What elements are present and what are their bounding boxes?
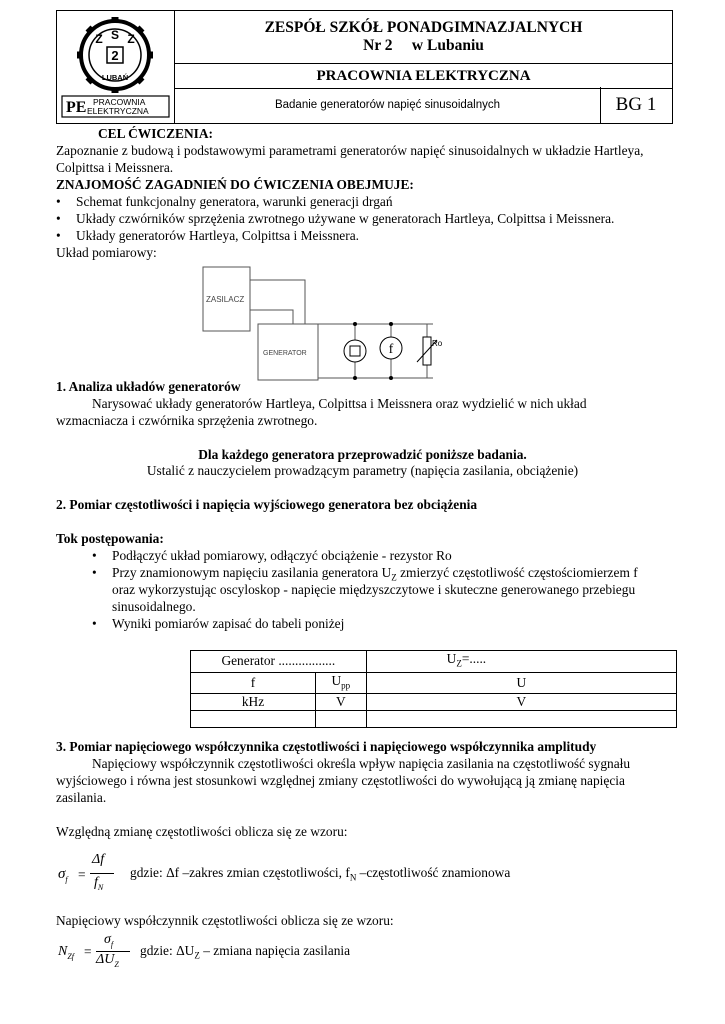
unit-upp: V	[316, 694, 367, 711]
note-bold: Dla każdego generatora przeprowadzić poniższe badania.	[198, 447, 527, 462]
goal-heading: CEL ĆWICZENIA:	[98, 126, 213, 141]
school-name-line1: ZESPÓŁ SZKÓŁ PONADGIMNAZJALNYCH	[264, 19, 583, 36]
table-empty-cell[interactable]	[191, 711, 316, 728]
document-header	[56, 10, 673, 124]
table-empty-cell[interactable]	[316, 711, 367, 728]
section3-para-1: Napięciowy współczynnik częstotliwości określa wpływ napięcia zasilania na częstotliwość sygnału	[92, 756, 631, 771]
results-table	[190, 650, 677, 728]
goal-line-2: Colpittsa i Meissnera.	[56, 160, 174, 175]
psu-label: ZASILACZ	[206, 295, 245, 304]
logo-letter-1: Z	[95, 32, 103, 46]
procedure-item: • Podłączyć układ pomiarowy, odłączyć obciążenie - rezystor Ro	[92, 548, 452, 563]
formula2-description: gdzie: $\Delta U_Z$ – zmiana napięcia zasilania	[140, 943, 351, 961]
unit-f: kHz	[191, 694, 316, 711]
table-generator-cell[interactable]: Generator .................	[191, 651, 367, 673]
knowledge-heading: ZNAJOMOŚĆ ZAGADNIEŃ DO ĆWICZENIA OBEJMUJE:	[56, 177, 414, 192]
section1-title: 1. Analiza układów generatorów	[56, 379, 241, 394]
pe-text-2: ELEKTRYCZNA	[87, 106, 149, 116]
unit-u: V	[366, 694, 676, 711]
goal-line-1: Zapoznanie z budową i podstawowymi parametrami generatorów napięć sinusoidalnych w układzie Hartleya,	[56, 143, 644, 158]
section3-para-3: zasilania.	[56, 790, 107, 805]
coefficient-intro: Napięciowy współczynnik częstotliwości oblicza się ze wzoru:	[56, 913, 394, 928]
lab-name: PRACOWNIA ELEKTRYCZNA	[175, 63, 672, 89]
school-city: w Lubaniu	[411, 37, 484, 54]
knowledge-item: • Układy czwórników sprzężenia zwrotnego używane w generatorach Hartleya, Colpittsa i Meissnera.	[56, 211, 615, 226]
logo-letter-3: Z	[127, 32, 135, 46]
table-row	[191, 694, 677, 711]
pe-text-1: PRACOWNIA	[93, 97, 146, 107]
table-uz-cell[interactable]: $U_Z=$.....	[366, 651, 676, 673]
school-logo-area	[57, 11, 175, 123]
col-u: U	[366, 672, 676, 694]
generator-label: GENERATOR	[263, 350, 307, 357]
oscilloscope-icon	[344, 340, 366, 362]
logo-number: 2	[111, 48, 119, 63]
measurement-circuit	[195, 262, 455, 384]
section3-para-2: wyjściowego i równa jest stosunkowi względnej zmiany częstotliwości do wywołującą ją zmianę napięcia	[56, 773, 625, 788]
school-number: Nr 2	[363, 37, 393, 54]
procedure-heading: Tok postępowania:	[56, 531, 164, 546]
formula-nzf: $N_{Zf}$ = $\sigma_f$ $\Delta U_Z$	[58, 932, 138, 978]
resistor-label: Ro	[432, 339, 443, 348]
school-logo	[57, 11, 174, 123]
procedure-item-cont: oraz wykorzystując oscyloskop - napięcie międzyszczytowe i skuteczne generowanego przebiegu	[112, 582, 636, 597]
logo-city: LUBAŃ	[101, 73, 129, 82]
section1-line-2: wzmacniacza i czwórnika sprzężenia zwrotnego.	[56, 413, 318, 428]
logo-letter-2: S	[110, 28, 120, 42]
section3-title: 3. Pomiar napięciowego współczynnika częstotliwości i napięciowego współczynnika amplitudy	[56, 739, 597, 754]
table-row	[191, 672, 677, 694]
table-row	[191, 711, 677, 728]
relative-change-intro: Względną zmianę częstotliwości oblicza się ze wzoru:	[56, 824, 348, 839]
col-upp: $U_{pp}$	[316, 672, 367, 694]
setup-label: Układ pomiarowy:	[56, 245, 157, 260]
knowledge-item: • Schemat funkcjonalny generatora, warunki generacji drgań	[56, 194, 393, 209]
knowledge-item: • Układy generatorów Hartleya, Colpittsa i Meissnera.	[56, 228, 359, 243]
pe-mark: PE	[66, 99, 87, 116]
section2-title: 2. Pomiar częstotliwości i napięcia wyjściowego generatora bez obciążenia	[56, 497, 478, 512]
header-info	[175, 11, 672, 123]
procedure-item: • Wyniki pomiarów zapisać do tabeli poniżej	[92, 616, 345, 631]
school-name-line2	[175, 37, 672, 55]
col-f: f	[191, 672, 316, 694]
table-header-row	[191, 651, 677, 673]
note-plain: Ustalić z nauczycielem prowadzącym parametry (napięcia zasilania, obciążenie)	[146, 463, 579, 478]
frequency-meter-label: f	[388, 342, 394, 357]
formula-sigma-f: $\sigma_f$ = Δf $f_N$	[58, 852, 118, 898]
school-name	[175, 19, 672, 55]
procedure-item-cont: sinusoidalnego.	[112, 599, 196, 614]
exercise-topic: Badanie generatorów napięć sinusoidalnych	[175, 87, 601, 123]
procedure-item: • Przy znamionowym napięciu zasilania generatora $U_Z$ zmierzyć częstotliwość częstościomierzem f	[92, 565, 638, 583]
table-empty-cell[interactable]	[366, 711, 676, 728]
formula1-description: gdzie: Δf –zakres zmian częstotliwości, $f_N$ –częstotliwość znamionowa	[130, 865, 511, 883]
exercise-code: BG 1	[615, 94, 657, 115]
section1-line-1: Narysować układy generatorów Hartleya, Colpittsa i Meissnera oraz wydzielić w nich układ	[92, 396, 587, 411]
